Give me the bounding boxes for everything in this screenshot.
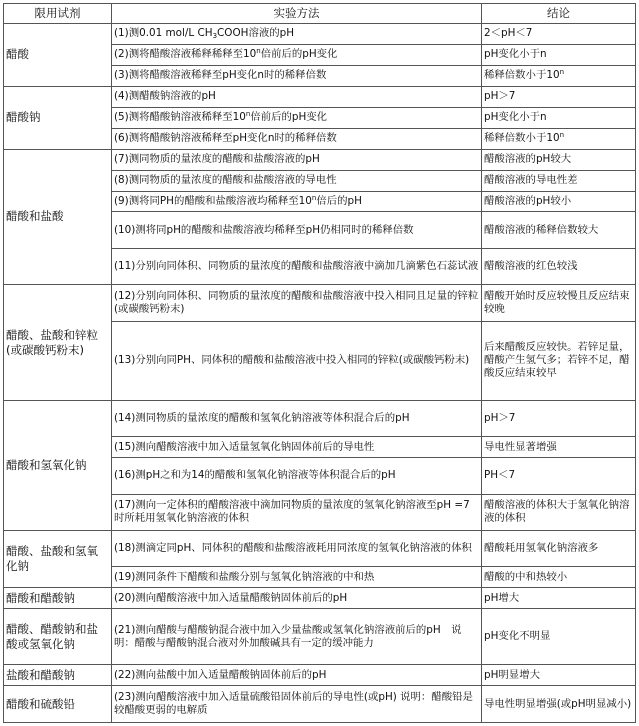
method-cell: (19)测同条件下醋酸和盐酸分别与氢氧化钠溶液的中和热	[112, 567, 482, 588]
header-reagent: 限用试剂	[4, 4, 112, 24]
table-row	[4, 400, 636, 436]
reagent-cell: 醋酸和盐酸	[4, 149, 112, 285]
method-cell: (12)分别向同体积、同物质的量浓度的醋酸和盐酸溶液中投入相同且足量的锌粒(或碳酸钙粉末)	[112, 285, 482, 321]
method-cell: (10)测将同pH的醋酸和盐酸溶液均稀释至pH仍相同时的稀释倍数	[112, 212, 482, 248]
conclusion-cell: pH明显增大	[482, 665, 636, 686]
table-row	[4, 609, 636, 665]
method-cell: (9)测将同PH的醋酸和盐酸溶液均稀释至10$^n$倍后的pH	[112, 191, 482, 212]
reagent-cell: 醋酸	[4, 24, 112, 87]
conclusion-cell: 2＜pH＜7	[482, 24, 636, 45]
conclusion-cell: 醋酸溶液的pH较大	[482, 149, 636, 170]
header-row	[4, 4, 636, 24]
table-row	[4, 665, 636, 686]
reagent-cell: 醋酸钠	[4, 86, 112, 149]
conclusion-cell: PH＜7	[482, 458, 636, 494]
header-method: 实验方法	[112, 4, 482, 24]
conclusion-cell: 醋酸溶液的稀释倍数较大	[482, 212, 636, 248]
method-cell: (22)测向盐酸中加入适量醋酸钠固体前后的pH	[112, 665, 482, 686]
method-cell: (13)分别向同PH、同体积的醋酸和盐酸溶液中投入相同的锌粒(或碳酸钙粉末)	[112, 321, 482, 400]
method-cell: (8)测同物质的量浓度的醋酸和盐酸溶液的导电性	[112, 170, 482, 191]
conclusion-cell: 醋酸溶液的体积大于氢氧化钠溶液的体积	[482, 494, 636, 530]
reagent-cell: 醋酸和硫酸铅	[4, 686, 112, 723]
method-cell: (11)分别向同体积、同物质的量浓度的醋酸和盐酸溶液中滴加几滴紫色石蕊试液	[112, 248, 482, 284]
method-cell: (1)测0.01 mol/L $CH_3COOH$溶液的pH	[112, 24, 482, 45]
reagent-cell: 醋酸和醋酸钠	[4, 588, 112, 609]
table-row	[4, 86, 636, 107]
method-cell: (5)测将醋酸钠溶液稀释至10$^n$倍前后的pH变化	[112, 107, 482, 128]
table-row	[4, 588, 636, 609]
method-cell: (17)测向一定体积的醋酸溶液中滴加同物质的量浓度的氢氧化钠溶液至pH =7时所耗用氢氧化钠溶液的体积	[112, 494, 482, 530]
conclusion-cell: pH变化不明显	[482, 609, 636, 665]
conclusion-cell: 稀释倍数小于10$^n$	[482, 65, 636, 86]
experiment-table	[3, 3, 636, 723]
conclusion-cell: 醋酸溶液的导电性差	[482, 170, 636, 191]
method-cell: (23)测向醋酸溶液中加入适量硫酸铅固体前后的导电性(或pH) 说明：醋酸铅是较醋酸更弱的电解质	[112, 686, 482, 723]
conclusion-cell: 醋酸耗用氢氧化钠溶液多	[482, 531, 636, 567]
conclusion-cell: 导电性显著增强	[482, 437, 636, 458]
reagent-cell: 醋酸、盐酸和氢氧化钠	[4, 531, 112, 588]
table-row	[4, 285, 636, 321]
conclusion-cell: 后来醋酸反应较快。若锌足量，醋酸产生氢气多；若锌不足，醋酸反应结束较早	[482, 321, 636, 400]
conclusion-cell: 稀释倍数小于10$^n$	[482, 128, 636, 149]
conclusion-cell: pH变化小于n	[482, 44, 636, 65]
method-cell: (18)测滴定同pH、同体积的醋酸和盐酸溶液耗用同浓度的氢氧化钠溶液的体积	[112, 531, 482, 567]
reagent-cell: 醋酸、盐酸和锌粒(或碳酸钙粉末)	[4, 285, 112, 401]
method-cell: (15)测向醋酸溶液中加入适量氢氧化钠固体前后的导电性	[112, 437, 482, 458]
reagent-cell: 盐酸和醋酸钠	[4, 665, 112, 686]
conclusion-cell: 醋酸溶液的pH较小	[482, 191, 636, 212]
conclusion-cell: pH＞7	[482, 86, 636, 107]
method-cell: (20)测向醋酸溶液中加入适量醋酸钠固体前后的pH	[112, 588, 482, 609]
method-cell: (21)测向醋酸与醋酸钠混合液中加入少量盐酸或氢氧化钠溶液前后的pH 说明：醋酸与醋酸钠混合液对外加酸碱具有一定的缓冲能力	[112, 609, 482, 665]
conclusion-cell: pH变化小于n	[482, 107, 636, 128]
conclusion-cell: pH＞7	[482, 400, 636, 436]
header-conclusion: 结论	[482, 4, 636, 24]
method-cell: (14)测同物质的量浓度的醋酸和氢氧化钠溶液等体积混合后的pH	[112, 400, 482, 436]
method-cell: (6)测将醋酸钠溶液稀释至pH变化n时的稀释倍数	[112, 128, 482, 149]
conclusion-cell: 醋酸的中和热较小	[482, 567, 636, 588]
method-cell: (7)测同物质的量浓度的醋酸和盐酸溶液的pH	[112, 149, 482, 170]
conclusion-cell: pH增大	[482, 588, 636, 609]
conclusion-cell: 醋酸溶液的红色较浅	[482, 248, 636, 284]
table-row	[4, 149, 636, 170]
conclusion-cell: 导电性明显增强(或pH明显减小)	[482, 686, 636, 723]
reagent-cell: 醋酸、醋酸钠和盐酸或氢氧化钠	[4, 609, 112, 665]
method-cell: (2)测将醋酸溶液稀释稀释至10$^n$倍前后的pH变化	[112, 44, 482, 65]
table-row	[4, 531, 636, 567]
method-cell: (16)测pH之和为14的醋酸和氢氧化钠溶液等体积混合后的pH	[112, 458, 482, 494]
method-cell: (3)测将醋酸溶液稀释至pH变化n时的稀释倍数	[112, 65, 482, 86]
reagent-cell: 醋酸和氢氧化钠	[4, 400, 112, 530]
table-row	[4, 686, 636, 723]
method-cell: (4)测醋酸钠溶液的pH	[112, 86, 482, 107]
table-row	[4, 24, 636, 45]
conclusion-cell: 醋酸开始时反应较慢且反应结束较晚	[482, 285, 636, 321]
